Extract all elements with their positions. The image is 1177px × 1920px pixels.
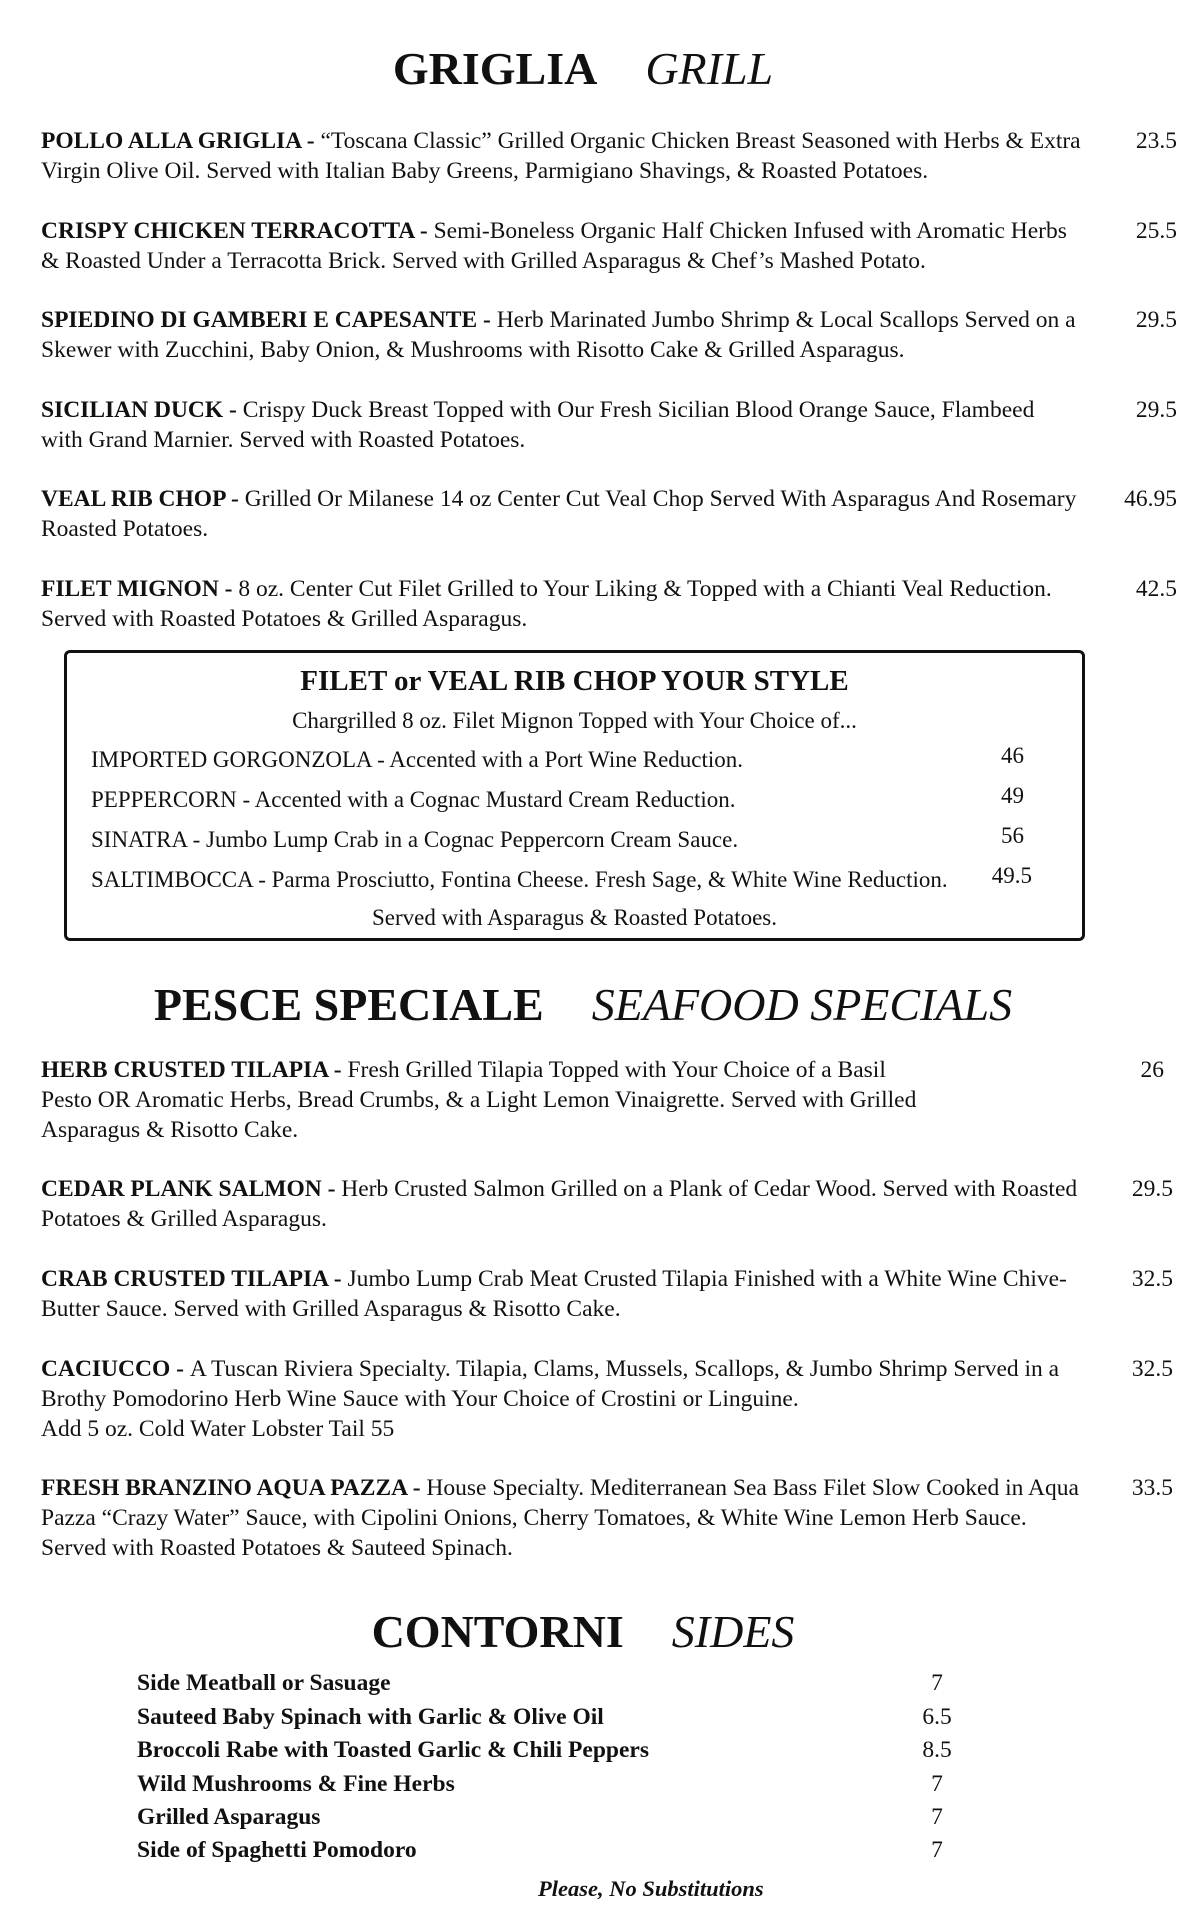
item-price: 29.5 xyxy=(1135,397,1177,423)
topping-row xyxy=(91,743,1046,777)
menu-item xyxy=(41,216,1177,276)
item-description: Herb Marinated Jumbo Shrimp & Local Scallops Served on a Skewer with Zucchini, Baby Onion, & Mushrooms with Risotto Cake & Grilled Asparagus. xyxy=(41,307,1076,363)
sides-title: CONTORNI xyxy=(371,1606,624,1657)
menu-item xyxy=(41,484,1177,544)
menu-item xyxy=(41,1174,1173,1234)
grill-title: GRIGLIA xyxy=(392,43,598,94)
menu-item xyxy=(41,1055,1164,1145)
menu-item xyxy=(41,574,1177,634)
item-price: 33.5 xyxy=(1131,1475,1173,1501)
side-item xyxy=(137,1804,957,1836)
item-price: 26 xyxy=(1140,1057,1164,1083)
grill-heading xyxy=(0,42,1166,95)
sides-heading xyxy=(0,1605,1166,1658)
your-style-subtitle: Chargrilled 8 oz. Filet Mignon Topped with Your Choice of... xyxy=(292,708,857,733)
side-name: Grilled Asparagus xyxy=(137,1804,321,1830)
seafood-heading xyxy=(0,978,1166,1031)
item-description: Fresh Grilled Tilapia Topped with Your Choice of a Basil Pesto OR Aromatic Herbs, Bread Crumbs, & a Light Lemon Vinaigrette. Served with Grilled Asparagus & Risotto Cake. xyxy=(41,1057,917,1143)
item-name: SICILIAN DUCK - xyxy=(41,397,243,423)
item-name: FILET MIGNON - xyxy=(41,576,239,602)
item-description: Crispy Duck Breast Topped with Our Fresh Sicilian Blood Orange Sauce, Flambeed with Grand Marnier. Served with Roasted Potatoes. xyxy=(41,397,1035,453)
item-price: 32.5 xyxy=(1131,1266,1173,1292)
side-price: 7 xyxy=(931,1804,943,1830)
menu-item xyxy=(41,1473,1173,1563)
side-price: 7 xyxy=(931,1837,943,1863)
item-name: CEDAR PLANK SALMON - xyxy=(41,1176,342,1202)
item-description: House Specialty. Mediterranean Sea Bass Filet Slow Cooked in Aqua Pazza “Crazy Water” Sauce, with Cipolini Onions, Cherry Tomatoes, & White Wine Lemon Herb Sauce. Served with Roasted Potatoes & Sauteed Spinach. xyxy=(41,1475,1079,1561)
side-item xyxy=(137,1771,957,1803)
seafood-title: PESCE SPECIALE xyxy=(153,979,544,1030)
side-item xyxy=(137,1670,957,1702)
topping-row xyxy=(91,783,1046,817)
item-price: 25.5 xyxy=(1135,218,1177,244)
seafood-subtitle: SEAFOOD SPECIALS xyxy=(591,979,1013,1030)
menu-item xyxy=(41,1264,1173,1324)
item-description: Herb Crusted Salmon Grilled on a Plank of Cedar Wood. Served with Roasted Potatoes & Grilled Asparagus. xyxy=(41,1176,1078,1232)
item-name: VEAL RIB CHOP - xyxy=(41,486,245,512)
menu-item xyxy=(41,395,1177,455)
side-item xyxy=(137,1704,957,1736)
topping-price: 56 xyxy=(1001,823,1024,848)
item-price: 23.5 xyxy=(1135,128,1177,154)
topping-row xyxy=(91,863,1046,897)
menu-item xyxy=(41,1354,1173,1444)
item-description: Grilled Or Milanese 14 oz Center Cut Veal Chop Served With Asparagus And Rosemary Roasted Potatoes. xyxy=(41,486,1077,542)
item-name: CRISPY CHICKEN TERRACOTTA - xyxy=(41,218,434,244)
your-style-footer: Served with Asparagus & Roasted Potatoes. xyxy=(371,905,777,930)
topping-row xyxy=(91,823,1046,857)
topping-label: SALTIMBOCCA - Parma Prosciutto, Fontina Cheese. Fresh Sage, & White Wine Reduction. xyxy=(91,867,948,892)
topping-price: 49.5 xyxy=(991,863,1032,888)
topping-price: 49 xyxy=(1001,783,1024,808)
menu-item xyxy=(41,126,1177,186)
side-price: 7 xyxy=(931,1771,943,1797)
side-name: Side of Spaghetti Pomodoro xyxy=(137,1837,417,1863)
item-price: 29.5 xyxy=(1131,1176,1173,1202)
side-name: Side Meatball or Sasuage xyxy=(137,1670,391,1696)
item-description: “Toscana Classic” Grilled Organic Chicken Breast Seasoned with Herbs & Extra Virgin Olive Oil. Served with Italian Baby Greens, Parmigiano Shavings, & Roasted Potatoes. xyxy=(41,128,1081,184)
item-name: CACIUCCO - xyxy=(41,1356,190,1382)
item-description: Semi-Boneless Organic Half Chicken Infused with Aromatic Herbs & Roasted Under a Terracotta Brick. Served with Grilled Asparagus & Chef’s Mashed Potato. xyxy=(41,218,1067,274)
item-name: SPIEDINO DI GAMBERI E CAPESANTE - xyxy=(41,307,497,333)
side-price: 7 xyxy=(931,1670,943,1696)
item-name: POLLO ALLA GRIGLIA - xyxy=(41,128,321,154)
item-name: HERB CRUSTED TILAPIA - xyxy=(41,1057,348,1083)
side-item xyxy=(137,1737,957,1769)
item-price: 42.5 xyxy=(1135,576,1177,602)
side-name: Sauteed Baby Spinach with Garlic & Olive Oil xyxy=(137,1704,604,1730)
your-style-title: FILET or VEAL RIB CHOP YOUR STYLE xyxy=(300,665,849,697)
item-price: 29.5 xyxy=(1135,307,1177,333)
topping-price: 46 xyxy=(1001,743,1024,768)
topping-label: PEPPERCORN - Accented with a Cognac Mustard Cream Reduction. xyxy=(91,787,736,812)
menu-item xyxy=(41,305,1177,365)
item-name: FRESH BRANZINO AQUA PAZZA - xyxy=(41,1475,427,1501)
side-item xyxy=(137,1837,957,1869)
item-addon: Add 5 oz. Cold Water Lobster Tail 55 xyxy=(41,1416,395,1442)
item-name: CRAB CRUSTED TILAPIA - xyxy=(41,1266,348,1292)
topping-label: SINATRA - Jumbo Lump Crab in a Cognac Peppercorn Cream Sauce. xyxy=(91,827,739,852)
item-description: 8 oz. Center Cut Filet Grilled to Your Liking & Topped with a Chianti Veal Reduction. Served with Roasted Potatoes & Grilled Asparagus. xyxy=(41,576,1052,632)
item-price: 32.5 xyxy=(1131,1356,1173,1382)
side-price: 8.5 xyxy=(922,1737,952,1763)
topping-label: IMPORTED GORGONZOLA - Accented with a Port Wine Reduction. xyxy=(91,747,744,772)
grill-subtitle: GRILL xyxy=(645,43,774,94)
no-substitutions-note: Please, No Substitutions xyxy=(538,1876,764,1901)
side-name: Wild Mushrooms & Fine Herbs xyxy=(137,1771,455,1797)
item-description: A Tuscan Riviera Specialty. Tilapia, Clams, Mussels, Scallops, & Jumbo Shrimp Served in a Brothy Pomodorino Herb Wine Sauce with Your Choice of Crostini or Linguine. xyxy=(41,1356,1060,1412)
sides-subtitle: SIDES xyxy=(671,1606,795,1657)
side-price: 6.5 xyxy=(922,1704,952,1730)
item-description: Jumbo Lump Crab Meat Crusted Tilapia Finished with a White Wine Chive-Butter Sauce. Served with Grilled Asparagus & Risotto Cake. xyxy=(41,1266,1067,1322)
side-name: Broccoli Rabe with Toasted Garlic & Chili Peppers xyxy=(137,1737,649,1763)
your-style-box xyxy=(64,650,1085,941)
item-price: 46.95 xyxy=(1124,486,1177,512)
